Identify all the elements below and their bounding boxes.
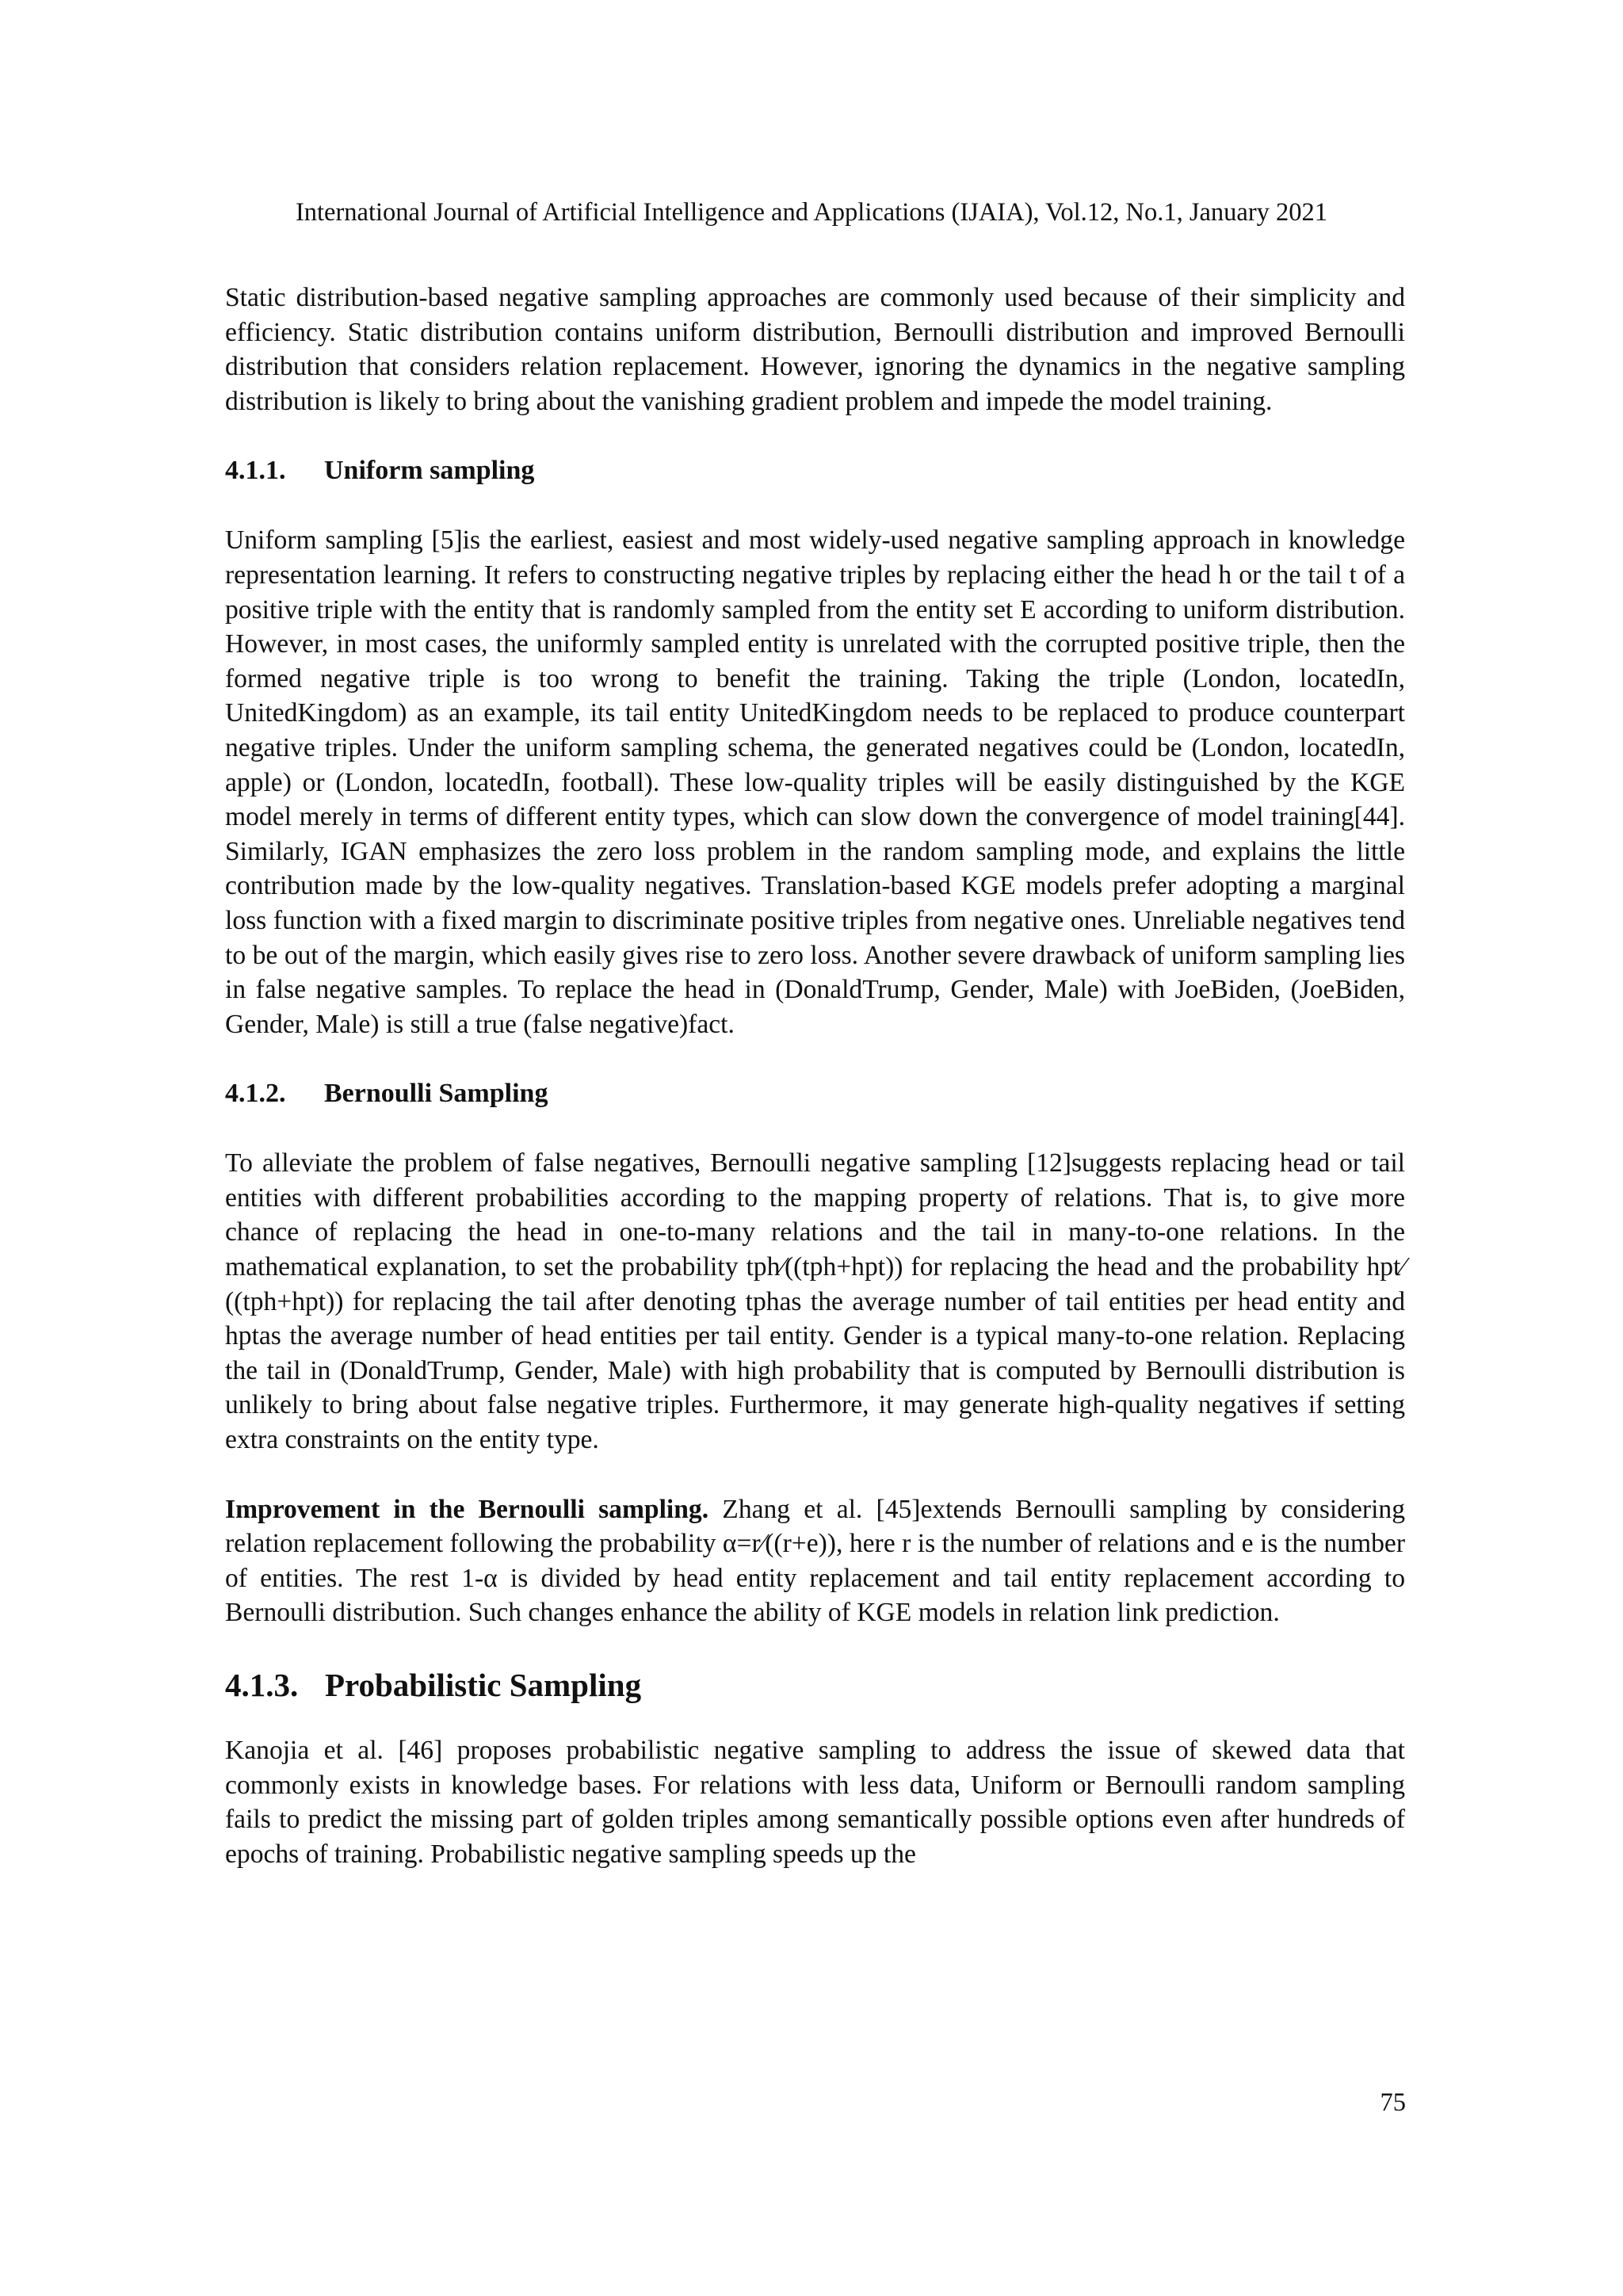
improvement-text: Zhang et al. [45]extends Bernoulli sampling by considering relation replacement following the probability α=r⁄((r+e)), here r is the number of relations and e is the number of entities. The rest 1-α is divided by head entity replacement and tail entity replacement according to Bernoulli distribution. Such changes enhance the ability of KGE models in relation link prediction.	[225, 1494, 1405, 1628]
page-content	[225, 281, 1405, 1906]
section-title: Uniform sampling	[324, 456, 535, 486]
intro-paragraph: Static distribution-based negative sampling approaches are commonly used because of their simplicity and efficiency. Static distribution contains uniform distribution, Bernoulli distribution and improved Bernoulli distribution that considers relation replacement. However, ignoring the dynamics in the negative sampling distribution is likely to bring about the vanishing gradient problem and impede the model training.	[225, 283, 1405, 416]
section-number: 4.1.3.	[225, 1667, 299, 1703]
section-number: 4.1.2.	[225, 1079, 286, 1109]
section-number: 4.1.1.	[225, 456, 286, 486]
running-header: International Journal of Artificial Intelligence and Applications (IJAIA), Vol.12, No.1, January 2021	[295, 198, 1328, 227]
bernoulli-sampling-paragraph: To alleviate the problem of false negatives, Bernoulli negative sampling [12]suggests replacing head or tail entities with different probabilities according to the mapping property of relations. That is, to give more chance of replacing the head in one-to-many relations and the tail in many-to-one relations. In the mathematical explanation, to set the probability tph⁄((tph+hpt)) for replacing the head and the probability hpt⁄((tph+hpt)) for replacing the tail after denoting tphas the average number of tail entities per head entity and hptas the average number of head entities per tail entity. Gender is a typical many-to-one relation. Replacing the tail in (DonaldTrump, Gender, Male) with high probability that is computed by Bernoulli distribution is unlikely to bring about false negative triples. Furthermore, it may generate high-quality negatives if setting extra constraints on the entity type.	[225, 1148, 1405, 1455]
improvement-lead: Improvement in the Bernoulli sampling.	[225, 1494, 709, 1524]
page-number: 75	[1380, 2088, 1406, 2117]
section-heading-4-1-3	[225, 1665, 1405, 1705]
improvement-paragraph	[225, 1492, 1405, 1630]
section-heading-4-1-1	[225, 453, 1405, 488]
section-heading-4-1-2	[225, 1076, 1405, 1111]
probabilistic-sampling-paragraph: Kanojia et al. [46] proposes probabilistic negative sampling to address the issue of skewed data that commonly exists in knowledge bases. For relations with less data, Uniform or Bernoulli random sampling fails to predict the missing part of golden triples among semantically possible options even after hundreds of epochs of training. Probabilistic negative sampling speeds up the	[225, 1736, 1405, 1869]
section-title: Probabilistic Sampling	[325, 1667, 642, 1703]
section-title: Bernoulli Sampling	[324, 1079, 548, 1109]
uniform-sampling-paragraph: Uniform sampling [5]is the earliest, easiest and most widely-used negative sampling approach in knowledge representation learning. It refers to constructing negative triples by replacing either the head h or the tail t of a positive triple with the entity that is randomly sampled from the entity set E according to uniform distribution. However, in most cases, the uniformly sampled entity is unrelated with the corrupted positive triple, then the formed negative triple is too wrong to benefit the training. Taking the triple (London, locatedIn, UnitedKingdom) as an example, its tail entity UnitedKingdom needs to be replaced to produce counterpart negative triples. Under the uniform sampling schema, the generated negatives could be (London, locatedIn, apple) or (London, locatedIn, football). These low-quality triples will be easily distinguished by the KGE model merely in terms of different entity types, which can slow down the convergence of model training[44]. Similarly, IGAN emphasizes the zero loss problem in the random sampling mode, and explains the little contribution made by the low-quality negatives. Translation-based KGE models prefer adopting a marginal loss function with a fixed margin to discriminate positive triples from negative ones. Unreliable negatives tend to be out of the margin, which easily gives rise to zero loss. Another severe drawback of uniform sampling lies in false negative samples. To replace the head in (DonaldTrump, Gender, Male) with JoeBiden, (JoeBiden, Gender, Male) is still a true (false negative)fact.	[225, 525, 1405, 1039]
